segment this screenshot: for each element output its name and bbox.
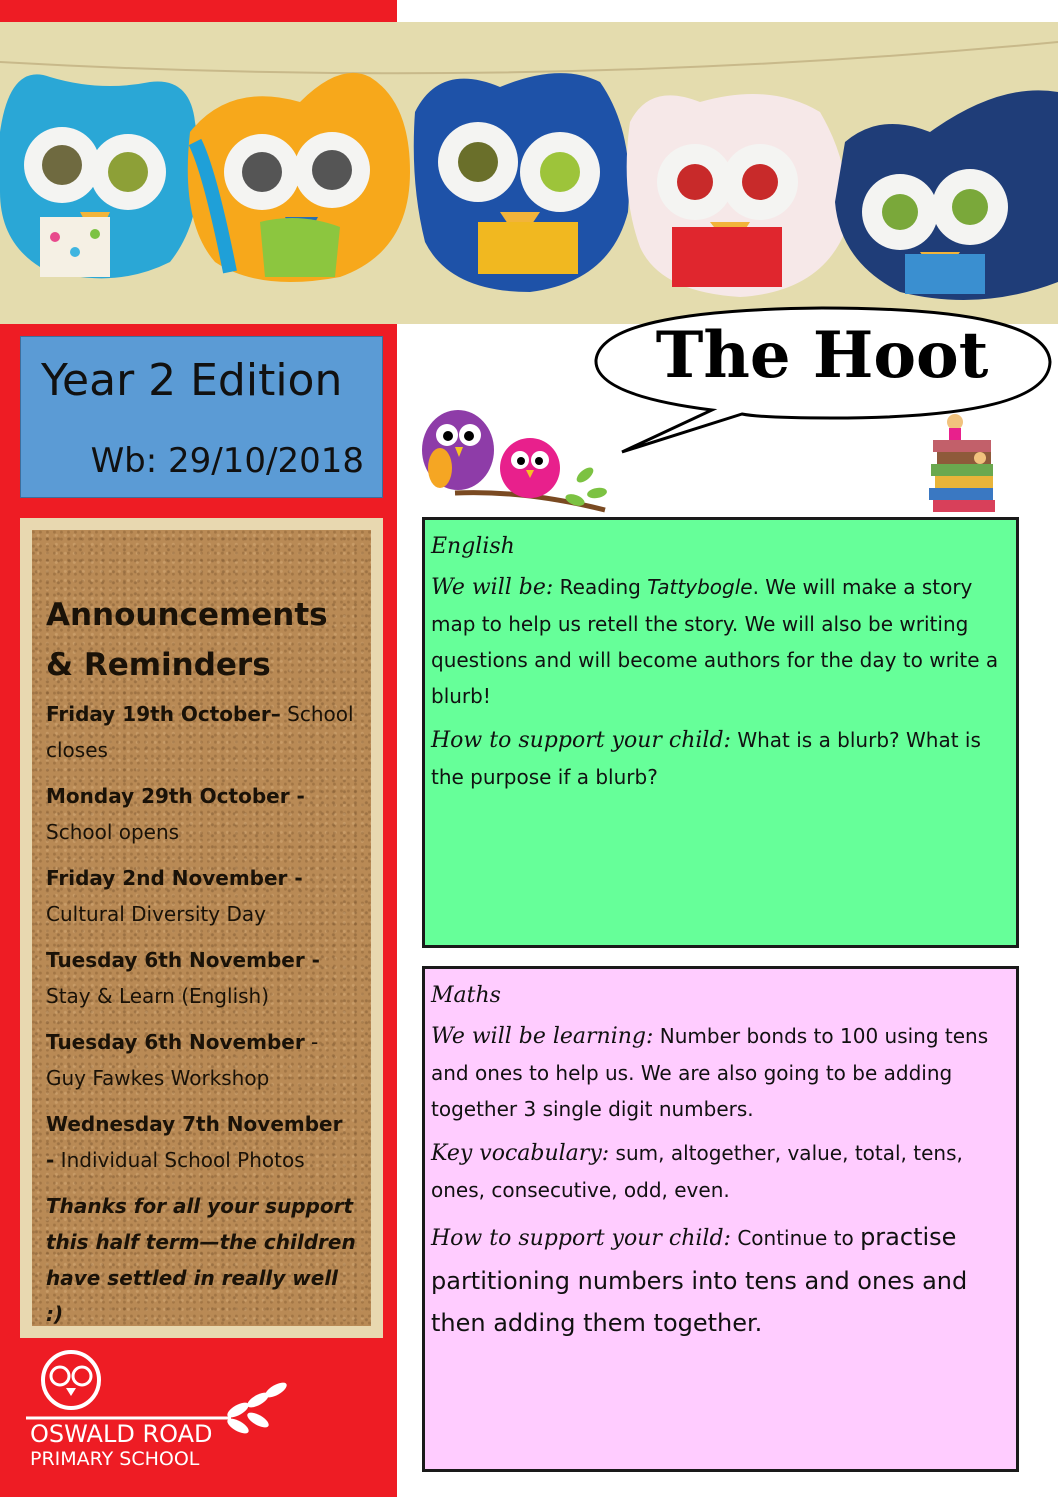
- school-name-line2: PRIMARY SCHOOL: [30, 1448, 200, 1470]
- week-beginning-date: Wb: 29/10/2018: [90, 441, 364, 481]
- announcement-text: School closes: [46, 702, 354, 762]
- school-logo: [26, 1350, 296, 1475]
- school-name-line1: OSWALD ROAD: [30, 1420, 213, 1448]
- announcement-item: [46, 1106, 357, 1178]
- support-small-text: Continue to: [730, 1226, 861, 1250]
- maths-section: [422, 966, 1019, 1472]
- top-red-strip: [0, 0, 397, 22]
- announcement-date: Friday 2nd November -: [46, 866, 303, 890]
- maths-learning: [431, 1018, 1010, 1127]
- felt-owl-icon: [627, 94, 848, 297]
- owl-banner-illustration: [0, 22, 1058, 324]
- english-will-be: [431, 569, 1010, 714]
- will-be-pre: Reading: [553, 575, 648, 599]
- vocab-text: sum, altogether, value, total, tens, ones, consecutive, odd, even.: [431, 1141, 963, 1202]
- maths-support: [431, 1216, 1010, 1344]
- felt-owl-icon: [0, 74, 199, 278]
- english-support: [431, 722, 1010, 795]
- cartoon-owls-icon: [415, 405, 615, 520]
- books-stack-icon: [925, 408, 1000, 516]
- announcement-date: Tuesday 6th November -: [46, 948, 320, 972]
- vocab-label: Key vocabulary:: [431, 1141, 610, 1166]
- learning-text: Number bonds to 100 using tens and ones to help us. We are also going to be adding together 3 single digit numbers.: [431, 1024, 989, 1121]
- announcement-text: Cultural Diversity Day: [46, 902, 266, 926]
- announcement-item: [46, 860, 357, 932]
- will-be-label: We will be:: [431, 575, 554, 600]
- newsletter-title: The Hoot: [655, 318, 989, 393]
- edition-box: [20, 336, 383, 498]
- owl-banner-photo: [0, 22, 1058, 324]
- corkboard-surface: [32, 530, 371, 1326]
- announcement-date: Monday 29th October -: [46, 784, 305, 808]
- announcement-date: Tuesday 6th November: [46, 1030, 305, 1054]
- announcement-date: Wednesday 7th November -: [46, 1112, 343, 1172]
- announcement-item: [46, 1024, 357, 1096]
- english-section: [422, 517, 1019, 948]
- will-be-post: . We will make a story map to help us retell the story. We will also be writing questions and will become authors for the day to write a blurb!: [431, 575, 999, 708]
- felt-owl-icon: [414, 73, 629, 292]
- support-text: What is a blurb? What is the purpose if a blurb?: [431, 728, 981, 789]
- thanks-message: Thanks for all your support this half term—the children have settled in really well :): [46, 1194, 356, 1326]
- learning-label: We will be learning:: [431, 1024, 654, 1049]
- announcement-item: [46, 942, 357, 1014]
- announcements-corkboard: [20, 518, 383, 1338]
- support-big-text: practise partitioning numbers into tens and ones and then adding them together.: [431, 1223, 968, 1337]
- book-title: Tattybogle: [647, 575, 753, 599]
- announcement-date: Friday 19th October–: [46, 702, 281, 726]
- announcement-text: Individual School Photos: [54, 1148, 305, 1172]
- announcement-text: Stay & Learn (English): [46, 984, 270, 1008]
- edition-title: Year 2 Edition: [41, 355, 343, 406]
- maths-heading: Maths: [431, 983, 501, 1008]
- announcement-text: - Guy Fawkes Workshop: [46, 1030, 319, 1090]
- announcements-title: Announcements & Reminders: [46, 597, 328, 683]
- support-label: How to support your child:: [431, 1226, 731, 1251]
- announcement-item: [46, 778, 357, 850]
- announcement-text: School opens: [46, 820, 180, 844]
- announcement-item: [46, 696, 357, 768]
- support-label: How to support your child:: [431, 728, 731, 753]
- english-heading: English: [431, 534, 515, 559]
- maths-vocabulary: [431, 1135, 1010, 1208]
